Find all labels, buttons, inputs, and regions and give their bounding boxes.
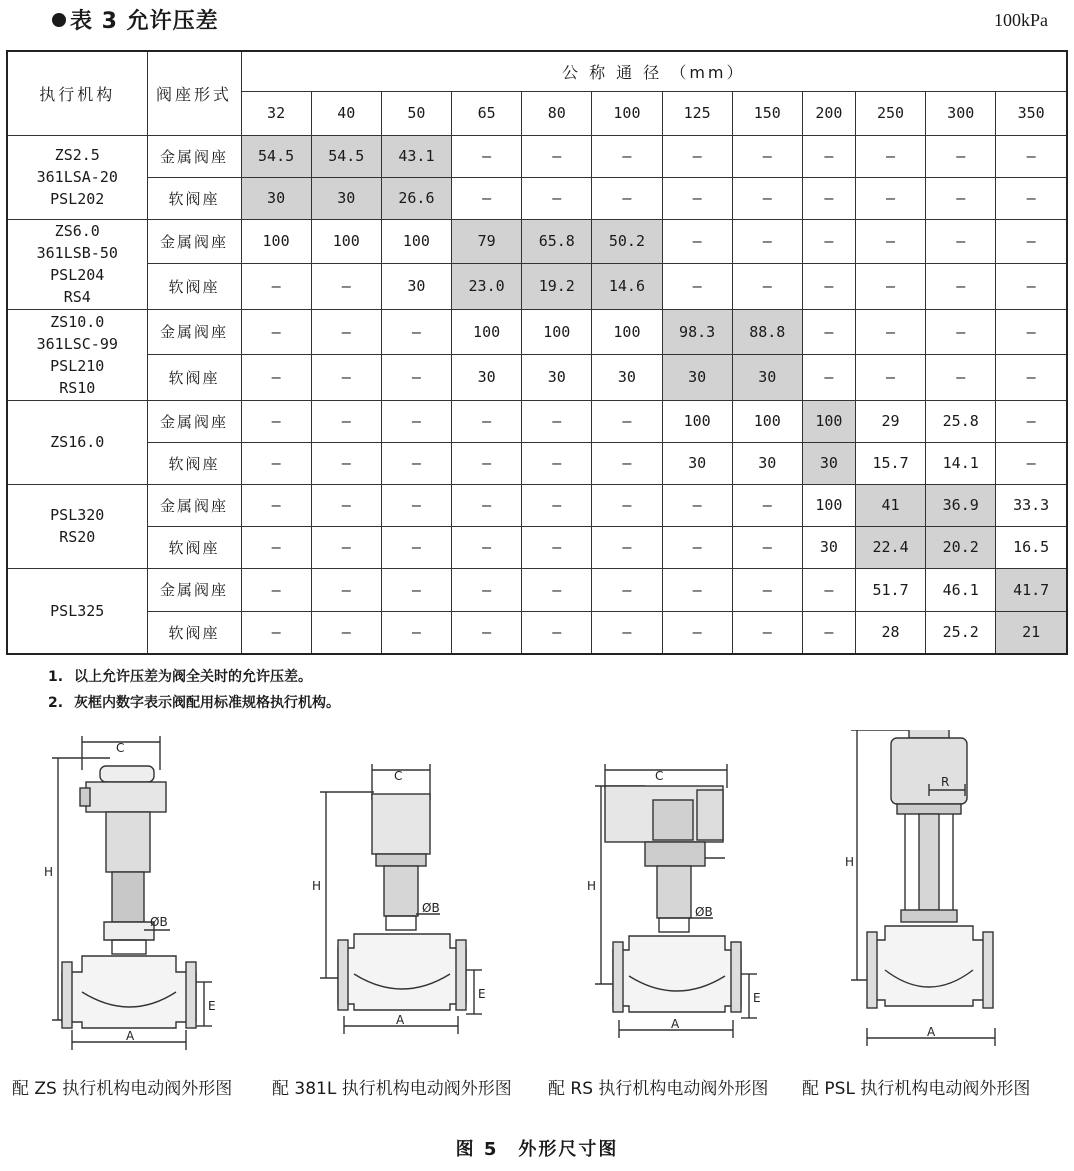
pressure-value-cell: — xyxy=(855,135,925,177)
actuator-model: PSL202 xyxy=(50,190,105,208)
seat-type-cell: 软阀座 xyxy=(147,611,241,654)
pressure-value-cell: 20.2 xyxy=(926,526,996,568)
dim-b-label: ØB xyxy=(150,915,168,929)
pressure-value-cell: — xyxy=(592,526,662,568)
pressure-value-cell: 51.7 xyxy=(855,568,925,611)
pressure-value-cell: 30 xyxy=(381,263,451,309)
dim-a-label: A xyxy=(126,1029,135,1043)
pressure-value-cell: — xyxy=(381,484,451,526)
table-row xyxy=(7,354,1067,400)
actuator-model: 361LSB-50 xyxy=(36,244,118,262)
actuator-model: RS20 xyxy=(59,528,96,546)
pressure-value-cell: 41.7 xyxy=(996,568,1067,611)
pressure-value-cell: 21 xyxy=(996,611,1067,654)
pressure-value-cell: 54.5 xyxy=(241,135,311,177)
dim-c-label: C xyxy=(116,741,125,755)
pressure-value-cell: — xyxy=(802,309,855,354)
pressure-value-cell: — xyxy=(241,611,311,654)
pressure-value-cell: — xyxy=(452,177,522,219)
seat-type-cell: 金属阀座 xyxy=(147,135,241,177)
pressure-value-cell: — xyxy=(311,611,381,654)
pressure-value-cell: 22.4 xyxy=(855,526,925,568)
pressure-value-cell: 23.0 xyxy=(452,263,522,309)
pressure-value-cell: 100 xyxy=(381,219,451,263)
dim-b-label: ØB xyxy=(695,905,713,919)
pressure-value-cell: — xyxy=(996,354,1067,400)
actuator-model: RS4 xyxy=(63,288,91,306)
actuator-model: PSL204 xyxy=(50,266,105,284)
figure-caption-psl: 配 PSL 执行机构电动阀外形图 xyxy=(802,1079,1031,1099)
actuator-cell xyxy=(7,484,147,568)
pressure-value-cell: — xyxy=(926,309,996,354)
dim-b-label: ØB xyxy=(422,901,440,915)
pressure-table xyxy=(6,50,1068,655)
pressure-value-cell: 19.2 xyxy=(522,263,592,309)
pressure-value-cell: 30 xyxy=(802,526,855,568)
pressure-value-cell: — xyxy=(926,219,996,263)
seat-type-cell: 金属阀座 xyxy=(147,484,241,526)
pressure-value-cell: — xyxy=(592,135,662,177)
pressure-value-cell: — xyxy=(522,611,592,654)
actuator-cell xyxy=(7,219,147,309)
figure-title: 图 5 外形尺寸图 xyxy=(455,1139,619,1160)
diameter-header: 350 xyxy=(996,91,1067,135)
pressure-value-cell: 41 xyxy=(855,484,925,526)
pressure-value-cell: — xyxy=(732,526,802,568)
pressure-value-cell: 30 xyxy=(802,442,855,484)
pressure-value-cell: 30 xyxy=(522,354,592,400)
pressure-value-cell: — xyxy=(522,442,592,484)
pressure-value-cell: — xyxy=(311,568,381,611)
pressure-value-cell: 46.1 xyxy=(926,568,996,611)
pressure-value-cell: — xyxy=(802,611,855,654)
pressure-value-cell: 30 xyxy=(732,442,802,484)
pressure-value-cell: — xyxy=(662,219,732,263)
actuator-model: ZS10.0 xyxy=(50,312,105,331)
zs-valve-drawing xyxy=(40,730,240,1060)
pressure-value-cell: — xyxy=(381,568,451,611)
pressure-value-cell: — xyxy=(926,177,996,219)
pressure-value-cell: — xyxy=(311,484,381,526)
actuator-model: ZS16.0 xyxy=(50,433,105,451)
pressure-value-cell: 100 xyxy=(732,400,802,442)
actuator-model: PSL320 xyxy=(50,506,105,524)
diameter-header: 40 xyxy=(311,91,381,135)
diameter-header: 200 xyxy=(802,91,855,135)
header-seat-type: 阀座形式 xyxy=(147,51,241,135)
table-row xyxy=(7,219,1067,263)
figure-caption-zs: 配 ZS 执行机构电动阀外形图 xyxy=(12,1079,233,1099)
pressure-value-cell: — xyxy=(311,400,381,442)
pressure-value-cell: — xyxy=(311,263,381,309)
pressure-value-cell: — xyxy=(381,442,451,484)
pressure-value-cell: — xyxy=(452,611,522,654)
pressure-value-cell: — xyxy=(241,526,311,568)
dim-c-label: C xyxy=(394,769,403,783)
table-row xyxy=(7,611,1067,654)
pressure-value-cell: — xyxy=(522,526,592,568)
pressure-value-cell: — xyxy=(311,354,381,400)
dim-c-label: C xyxy=(655,769,664,783)
pressure-value-cell: — xyxy=(452,484,522,526)
pressure-value-cell: 14.1 xyxy=(926,442,996,484)
pressure-value-cell: — xyxy=(802,135,855,177)
pressure-value-cell: — xyxy=(241,309,311,354)
pressure-value-cell: — xyxy=(241,263,311,309)
seat-type-cell: 金属阀座 xyxy=(147,400,241,442)
actuator-cell xyxy=(7,568,147,654)
diameter-header: 300 xyxy=(926,91,996,135)
pressure-unit: 100kPa xyxy=(994,10,1048,30)
pressure-value-cell: 65.8 xyxy=(522,219,592,263)
seat-type-cell: 软阀座 xyxy=(147,354,241,400)
pressure-value-cell: 100 xyxy=(311,219,381,263)
pressure-value-cell: 100 xyxy=(662,400,732,442)
pressure-value-cell: — xyxy=(522,177,592,219)
pressure-value-cell: — xyxy=(926,263,996,309)
pressure-value-cell: 33.3 xyxy=(996,484,1067,526)
pressure-value-cell: — xyxy=(662,568,732,611)
pressure-value-cell: — xyxy=(732,219,802,263)
header-actuator: 执行机构 xyxy=(7,51,147,135)
table-row xyxy=(7,526,1067,568)
pressure-value-cell: — xyxy=(311,309,381,354)
pressure-value-cell: — xyxy=(855,263,925,309)
pressure-value-cell: 30 xyxy=(241,177,311,219)
pressure-value-cell: — xyxy=(926,135,996,177)
pressure-value-cell: 15.7 xyxy=(855,442,925,484)
pressure-value-cell: 14.6 xyxy=(592,263,662,309)
seat-type-cell: 软阀座 xyxy=(147,263,241,309)
pressure-value-cell: — xyxy=(996,309,1067,354)
pressure-value-cell: 30 xyxy=(732,354,802,400)
dim-a-label: A xyxy=(927,1025,936,1039)
actuator-model: PSL325 xyxy=(50,601,105,620)
pressure-value-cell: — xyxy=(855,177,925,219)
actuator-model: 361LSA-20 xyxy=(36,168,118,186)
diameter-header: 65 xyxy=(452,91,522,135)
pressure-value-cell: — xyxy=(381,309,451,354)
pressure-value-cell: — xyxy=(452,568,522,611)
pressure-value-cell: — xyxy=(732,263,802,309)
seat-type-cell: 金属阀座 xyxy=(147,219,241,263)
pressure-value-cell: — xyxy=(732,568,802,611)
dim-a-label: A xyxy=(671,1017,680,1031)
pressure-value-cell: — xyxy=(452,135,522,177)
pressure-value-cell: — xyxy=(592,484,662,526)
pressure-value-cell: 100 xyxy=(802,484,855,526)
dim-a-label: A xyxy=(396,1013,405,1027)
pressure-value-cell: 100 xyxy=(802,400,855,442)
dim-h-label: H xyxy=(845,855,855,869)
psl-valve-drawing xyxy=(845,730,1045,1060)
pressure-value-cell: — xyxy=(241,354,311,400)
pressure-value-cell: — xyxy=(926,354,996,400)
diameter-header: 250 xyxy=(855,91,925,135)
seat-type-cell: 软阀座 xyxy=(147,526,241,568)
actuator-model: RS10 xyxy=(59,378,96,397)
pressure-value-cell: — xyxy=(452,526,522,568)
pressure-value-cell: — xyxy=(452,442,522,484)
note-item: 1. 以上允许压差为阀全关时的允许压差。 xyxy=(48,669,312,685)
pressure-value-cell: — xyxy=(996,177,1067,219)
pressure-value-cell: — xyxy=(802,263,855,309)
pressure-value-cell: — xyxy=(241,484,311,526)
pressure-value-cell: 30 xyxy=(452,354,522,400)
table-row xyxy=(7,309,1067,354)
pressure-value-cell: — xyxy=(241,442,311,484)
pressure-value-cell: — xyxy=(662,135,732,177)
pressure-value-cell: 100 xyxy=(452,309,522,354)
diameter-header: 100 xyxy=(592,91,662,135)
pressure-value-cell: — xyxy=(996,442,1067,484)
pressure-value-cell: 30 xyxy=(662,442,732,484)
actuator-cell xyxy=(7,309,147,400)
pressure-value-cell: — xyxy=(855,219,925,263)
pressure-value-cell: 30 xyxy=(592,354,662,400)
pressure-value-cell: 100 xyxy=(241,219,311,263)
pressure-value-cell: 36.9 xyxy=(926,484,996,526)
actuator-cell xyxy=(7,135,147,219)
rs-valve-drawing xyxy=(585,730,785,1060)
diameter-header: 50 xyxy=(381,91,451,135)
pressure-value-cell: 30 xyxy=(662,354,732,400)
pressure-value-cell: — xyxy=(381,526,451,568)
pressure-value-cell: — xyxy=(855,309,925,354)
pressure-value-cell: 25.2 xyxy=(926,611,996,654)
pressure-value-cell: — xyxy=(662,611,732,654)
table-row xyxy=(7,568,1067,611)
pressure-value-cell: 30 xyxy=(311,177,381,219)
pressure-value-cell: — xyxy=(855,354,925,400)
pressure-value-cell: — xyxy=(662,484,732,526)
diameter-header: 80 xyxy=(522,91,592,135)
pressure-value-cell: — xyxy=(311,442,381,484)
seat-type-cell: 金属阀座 xyxy=(147,309,241,354)
pressure-value-cell: 98.3 xyxy=(662,309,732,354)
table-row xyxy=(7,400,1067,442)
pressure-value-cell: — xyxy=(802,177,855,219)
actuator-model: PSL210 xyxy=(50,356,105,375)
pressure-value-cell: — xyxy=(522,484,592,526)
pressure-value-cell: — xyxy=(662,263,732,309)
pressure-value-cell: — xyxy=(662,526,732,568)
pressure-value-cell: — xyxy=(241,400,311,442)
seat-type-cell: 软阀座 xyxy=(147,442,241,484)
actuator-model: ZS6.0 xyxy=(54,222,100,240)
pressure-value-cell: — xyxy=(592,400,662,442)
pressure-value-cell: 29 xyxy=(855,400,925,442)
pressure-value-cell: — xyxy=(732,484,802,526)
seat-type-cell: 金属阀座 xyxy=(147,568,241,611)
pressure-value-cell: — xyxy=(592,177,662,219)
pressure-value-cell: — xyxy=(732,177,802,219)
table-row xyxy=(7,135,1067,177)
table-row xyxy=(7,442,1067,484)
pressure-value-cell: — xyxy=(662,177,732,219)
pressure-value-cell: — xyxy=(311,526,381,568)
figure-caption-rs: 配 RS 执行机构电动阀外形图 xyxy=(548,1079,769,1099)
dim-h-label: H xyxy=(587,879,597,893)
pressure-value-cell: — xyxy=(381,611,451,654)
pressure-value-cell: — xyxy=(381,400,451,442)
figure-caption-381l: 配 381L 执行机构电动阀外形图 xyxy=(272,1079,512,1099)
pressure-value-cell: 25.8 xyxy=(926,400,996,442)
pressure-value-cell: — xyxy=(802,354,855,400)
pressure-value-cell: 16.5 xyxy=(996,526,1067,568)
pressure-value-cell: 28 xyxy=(855,611,925,654)
dim-r-label: R xyxy=(941,775,950,789)
pressure-value-cell: — xyxy=(732,135,802,177)
pressure-value-cell: 100 xyxy=(592,309,662,354)
pressure-value-cell: — xyxy=(592,611,662,654)
pressure-value-cell: 100 xyxy=(522,309,592,354)
pressure-value-cell: — xyxy=(996,219,1067,263)
header-nominal-diameter: 公 称 通 径 （mm） xyxy=(241,51,1067,91)
381l-valve-drawing xyxy=(310,730,510,1060)
pressure-value-cell: — xyxy=(381,354,451,400)
notes xyxy=(48,664,340,716)
dim-e-label: E xyxy=(478,987,486,1001)
pressure-value-cell: — xyxy=(996,400,1067,442)
table-row xyxy=(7,177,1067,219)
pressure-value-cell: — xyxy=(996,263,1067,309)
note-item: 2. 灰框内数字表示阀配用标准规格执行机构。 xyxy=(48,695,340,711)
pressure-value-cell: — xyxy=(802,219,855,263)
pressure-value-cell: — xyxy=(592,442,662,484)
pressure-value-cell: 88.8 xyxy=(732,309,802,354)
pressure-value-cell: — xyxy=(522,400,592,442)
table-title: 表 3 允许压差 xyxy=(52,4,219,35)
pressure-value-cell: 50.2 xyxy=(592,219,662,263)
pressure-value-cell: 54.5 xyxy=(311,135,381,177)
pressure-value-cell: 26.6 xyxy=(381,177,451,219)
dim-h-label: H xyxy=(44,865,54,879)
pressure-value-cell: — xyxy=(732,611,802,654)
dim-e-label: E xyxy=(753,991,761,1005)
dim-e-label: E xyxy=(208,999,216,1013)
pressure-value-cell: — xyxy=(996,135,1067,177)
pressure-value-cell: 79 xyxy=(452,219,522,263)
bullet-icon xyxy=(52,13,66,27)
actuator-model: 361LSC-99 xyxy=(36,334,118,353)
pressure-value-cell: — xyxy=(592,568,662,611)
actuator-cell xyxy=(7,400,147,484)
dim-h-label: H xyxy=(312,879,322,893)
table-row xyxy=(7,484,1067,526)
seat-type-cell: 软阀座 xyxy=(147,177,241,219)
actuator-model: ZS2.5 xyxy=(54,146,100,164)
pressure-value-cell: — xyxy=(522,135,592,177)
pressure-value-cell: — xyxy=(522,568,592,611)
diameter-header: 150 xyxy=(732,91,802,135)
table-row xyxy=(7,263,1067,309)
pressure-value-cell: — xyxy=(452,400,522,442)
diameter-header: 125 xyxy=(662,91,732,135)
pressure-value-cell: — xyxy=(241,568,311,611)
pressure-value-cell: — xyxy=(802,568,855,611)
pressure-value-cell: 43.1 xyxy=(381,135,451,177)
diameter-header: 32 xyxy=(241,91,311,135)
